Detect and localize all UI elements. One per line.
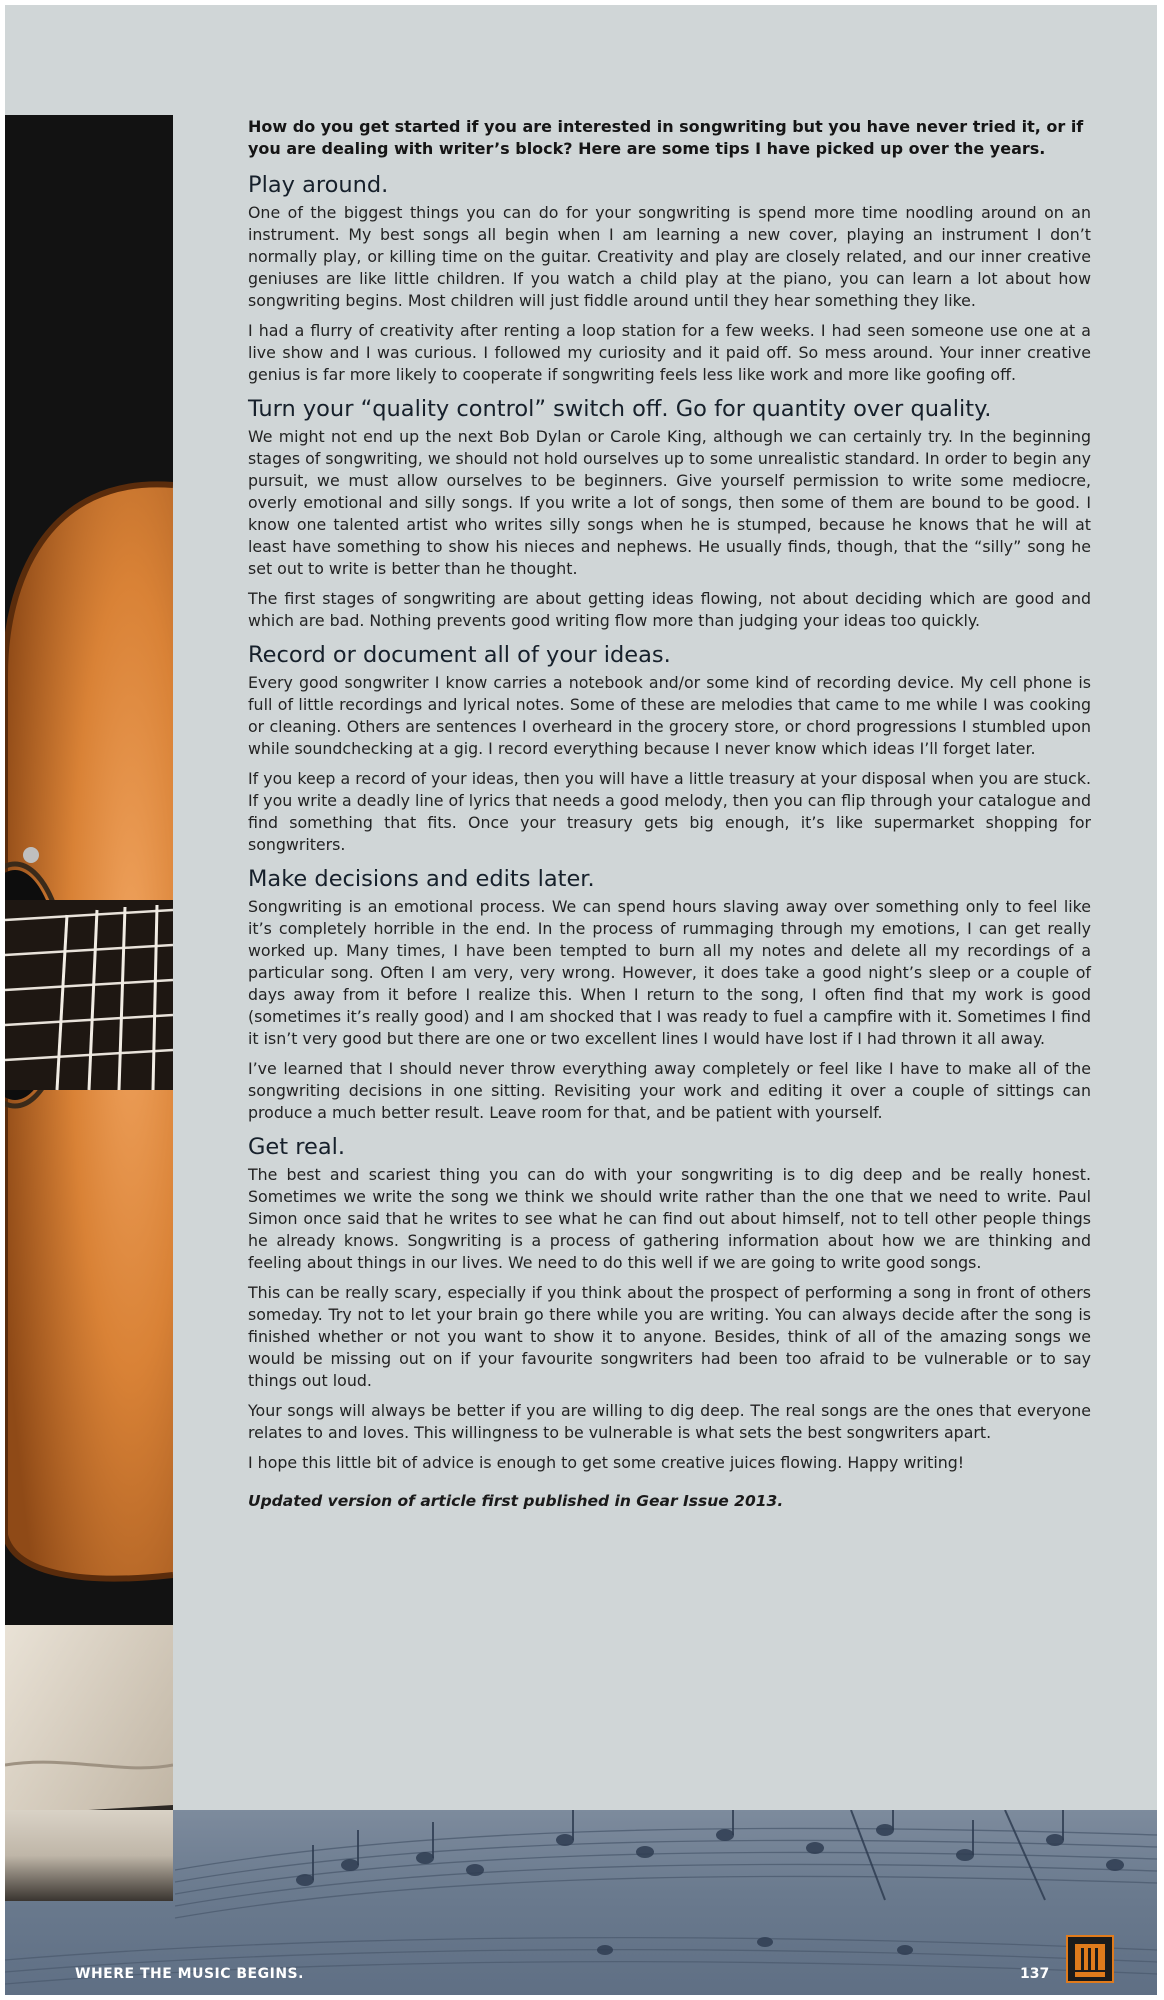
- paragraph: I hope this little bit of advice is enough to get some creative juices flowing. Happy writing!: [248, 1453, 965, 1472]
- paragraph: The first stages of songwriting are about getting ideas flowing, not about deciding which are good and which are bad. Nothing prevents good writing flow more than judging your ideas too quickly.: [248, 589, 1091, 630]
- guitar-photo: [5, 115, 173, 1901]
- paragraph: The best and scariest thing you can do with your songwriting is to dig deep and be really honest. Sometimes we write the song we think we should write rather than the one that we need to write. Paul Simon once said that he writes to see what he can find out about himself, not to tell other people things he already knows. Songwriting is a process of gathering information about how we are thinking and feeling about things in our lives. We need to do this well if we are going to write good songs.: [248, 1165, 1091, 1272]
- page-number: 137: [1020, 1966, 1050, 1982]
- article-intro: How do you get started if you are interested in songwriting but you have never tried it, or if you are dealing with writer’s block? Here are some tips I have picked up over the years.: [248, 117, 1084, 158]
- footer-tagline: WHERE THE MUSIC BEGINS.: [75, 1966, 304, 1982]
- section-heading-play-around: Play around.: [248, 172, 389, 198]
- paragraph: Your songs will always be better if you are willing to dig deep. The real songs are the ones that everyone relates to and loves. This willingness to be vulnerable is what sets the best songwriters apart.: [248, 1401, 1091, 1442]
- paragraph: Every good songwriter I know carries a notebook and/or some kind of recording device. My cell phone is full of little recordings and lyrical notes. Some of these are melodies that came to me while I was cooking or cleaning. Others are sentences I overheard in the grocery store, or chord progressions I stumbled upon while soundchecking at a gig. I record everything because I never know which ideas I’ll forget later.: [248, 673, 1091, 758]
- store-logo-icon: [1066, 1935, 1114, 1983]
- section-heading-record-ideas: Record or document all of your ideas.: [248, 642, 671, 668]
- paragraph: One of the biggest things you can do for your songwriting is spend more time noodling around on an instrument. My best songs all begin when I am learning a new cover, playing an instrument I don’t normally play, or killing time on the guitar. Creativity and play are closely related, and our inner creative geniuses are like little children. If you watch a child play at the piano, you can learn a lot about how songwriting begins. Most children will just fiddle around until they hear something they like.: [248, 203, 1091, 310]
- article-credit: Updated version of article first published in Gear Issue 2013.: [248, 1492, 784, 1510]
- paragraph: I had a flurry of creativity after renting a loop station for a few weeks. I had seen someone use one at a live show and I was curious. I followed my curiosity and it paid off. So mess around. Your inner creative genius is far more likely to cooperate if songwriting feels less like work and more like goofing off.: [248, 321, 1091, 384]
- paragraph: We might not end up the next Bob Dylan or Carole King, although we can certainly try. In the beginning stages of songwriting, we should not hold ourselves up to some unrealistic standard. In order to begin any pursuit, we must allow ourselves to be beginners. Give yourself permission to write some mediocre, overly emotional and silly songs. If you write a lot of songs, then some of them are bound to be good. I know one talented artist who writes silly songs when he is stumped, because he knows that he will at least have something to show his nieces and nephews. He usually finds, though, that the “silly” song he set out to write is better than he thought.: [248, 427, 1091, 578]
- magazine-page: [5, 5, 1157, 1995]
- paragraph: Songwriting is an emotional process. We can spend hours slaving away over something only to feel like it’s completely horrible in the end. In the process of rummaging through my emotions, I can get really worked up. Many times, I have been tempted to burn all my notes and delete all my recordings of a particular song. Often I am very, very wrong. However, it does take a good night’s sleep or a couple of days away from it before I realize this. When I return to the song, I often find that my work is good (sometimes it’s really good) and I am shocked that I was ready to fuel a campfire with it. Sometimes I find it isn’t very good but there are one or two excellent lines I would have lost if I had thrown it all away.: [248, 897, 1091, 1048]
- section-heading-decisions-later: Make decisions and edits later.: [248, 866, 595, 892]
- paragraph: This can be really scary, especially if you think about the prospect of performing a song in front of others someday. Try not to let your brain go there while you are writing. You can always decide after the song is finished whether or not you want to show it to anyone. Besides, think of all of the amazing songs we would be missing out on if your favourite songwriters had been too afraid to be vulnerable or to say things out loud.: [248, 1283, 1091, 1390]
- section-heading-get-real: Get real.: [248, 1134, 346, 1160]
- paragraph: I’ve learned that I should never throw everything away completely or feel like I have to make all of the songwriting decisions in one sitting. Revisiting your work and editing it over a couple of sittings can produce a much better result. Leave room for that, and be patient with yourself.: [248, 1059, 1091, 1122]
- article-body: [248, 116, 1091, 1512]
- paragraph: If you keep a record of your ideas, then you will have a little treasury at your disposal when you are stuck. If you write a deadly line of lyrics that needs a good melody, then you can flip through your catalogue and find something that fits. Once your treasury gets big enough, it’s like supermarket shopping for songwriters.: [248, 769, 1092, 854]
- section-heading-quality-control: Turn your “quality control” switch off. Go for quantity over quality.: [248, 396, 992, 422]
